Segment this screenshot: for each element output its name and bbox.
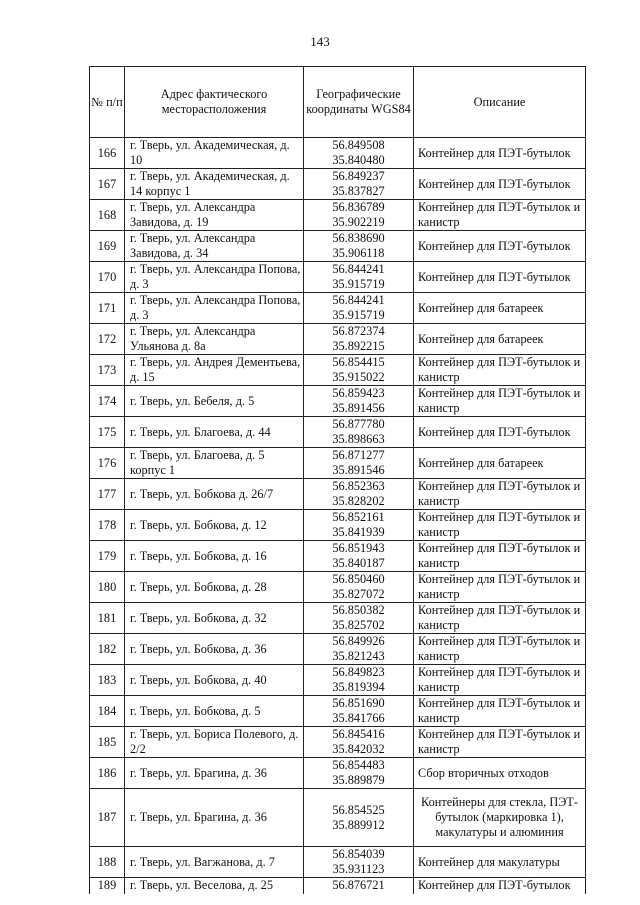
cell-coordinates <box>304 231 414 262</box>
cell-description: Контейнер для ПЭТ-бутылок и канистр <box>414 386 586 417</box>
cell-coordinates <box>304 603 414 634</box>
header-address: Адрес фактического месторасположения <box>125 67 304 138</box>
coord-longitude: 35.931123 <box>332 862 385 876</box>
coord-longitude: 35.821243 <box>332 649 385 663</box>
cell-num: 173 <box>90 355 125 386</box>
coord-latitude: 56.877780 <box>332 417 385 431</box>
cell-description: Контейнер для ПЭТ-бутылок и канистр <box>414 479 586 510</box>
cell-description: Контейнеры для стекла, ПЭТ-бутылок (маркировка 1), макулатуры и алюминия <box>414 789 586 847</box>
cell-address: г. Тверь, ул. Бобкова, д. 40 <box>125 665 304 696</box>
cell-address: г. Тверь, ул. Бобкова д. 26/7 <box>125 479 304 510</box>
cell-coordinates <box>304 293 414 324</box>
table-row <box>90 758 586 789</box>
cell-address: г. Тверь, ул. Брагина, д. 36 <box>125 789 304 847</box>
table-row <box>90 696 586 727</box>
coord-longitude: 35.891456 <box>332 401 385 415</box>
table-row <box>90 727 586 758</box>
coord-latitude: 56.854483 <box>332 758 385 772</box>
cell-coordinates <box>304 758 414 789</box>
coord-latitude: 56.851690 <box>332 696 385 710</box>
cell-num: 172 <box>90 324 125 355</box>
cell-address: г. Тверь, ул. Александра Попова, д. 3 <box>125 262 304 293</box>
cell-address: г. Тверь, ул. Бобкова, д. 16 <box>125 541 304 572</box>
cell-description: Контейнер для ПЭТ-бутылок <box>414 878 586 894</box>
table-row <box>90 231 586 262</box>
coord-longitude: 35.840480 <box>332 153 385 167</box>
cell-coordinates <box>304 572 414 603</box>
cell-num: 176 <box>90 448 125 479</box>
cell-num: 170 <box>90 262 125 293</box>
cell-address: г. Тверь, ул. Благоева, д. 5 корпус 1 <box>125 448 304 479</box>
table-row <box>90 510 586 541</box>
table-header-row <box>90 67 586 138</box>
cell-address: г. Тверь, ул. Александра Попова, д. 3 <box>125 293 304 324</box>
table-row <box>90 634 586 665</box>
table-row <box>90 541 586 572</box>
coord-latitude: 56.849926 <box>332 634 385 648</box>
table-row <box>90 789 586 847</box>
coord-longitude: 35.889879 <box>332 773 385 787</box>
cell-coordinates <box>304 878 414 894</box>
cell-coordinates <box>304 789 414 847</box>
coord-longitude: 35.906118 <box>332 246 385 260</box>
cell-address: г. Тверь, ул. Бобкова, д. 36 <box>125 634 304 665</box>
cell-description: Контейнер для батареек <box>414 293 586 324</box>
recycling-points-table <box>89 66 586 894</box>
coord-latitude: 56.854039 <box>332 847 385 861</box>
cell-address: г. Тверь, ул. Благоева, д. 44 <box>125 417 304 448</box>
cell-description: Контейнер для ПЭТ-бутылок и канистр <box>414 355 586 386</box>
cell-description: Контейнер для ПЭТ-бутылок <box>414 231 586 262</box>
coord-latitude: 56.852363 <box>332 479 385 493</box>
cell-num: 185 <box>90 727 125 758</box>
coord-latitude: 56.836789 <box>332 200 385 214</box>
coord-longitude: 35.819394 <box>332 680 385 694</box>
cell-address: г. Тверь, ул. Бобкова, д. 32 <box>125 603 304 634</box>
table-row <box>90 262 586 293</box>
cell-description: Контейнер для ПЭТ-бутылок и канистр <box>414 200 586 231</box>
coord-longitude: 35.837827 <box>332 184 385 198</box>
cell-address: г. Тверь, ул. Александра Завидова, д. 19 <box>125 200 304 231</box>
coord-latitude: 56.850382 <box>332 603 385 617</box>
cell-num: 188 <box>90 847 125 878</box>
cell-num: 178 <box>90 510 125 541</box>
header-description: Описание <box>414 67 586 138</box>
table-row <box>90 448 586 479</box>
cell-coordinates <box>304 386 414 417</box>
coord-latitude: 56.876721 <box>332 878 385 893</box>
cell-description: Контейнер для ПЭТ-бутылок <box>414 138 586 169</box>
cell-address: г. Тверь, ул. Бобкова, д. 12 <box>125 510 304 541</box>
table-row <box>90 293 586 324</box>
table-row <box>90 200 586 231</box>
cell-address: г. Тверь, ул. Академическая, д. 10 <box>125 138 304 169</box>
cell-num: 179 <box>90 541 125 572</box>
cell-coordinates <box>304 510 414 541</box>
table-row <box>90 169 586 200</box>
cell-coordinates <box>304 665 414 696</box>
table-row <box>90 847 586 878</box>
table-row <box>90 603 586 634</box>
cell-description: Контейнер для ПЭТ-бутылок и канистр <box>414 727 586 758</box>
cell-description: Контейнер для батареек <box>414 448 586 479</box>
table-row <box>90 479 586 510</box>
cell-address: г. Тверь, ул. Александра Завидова, д. 34 <box>125 231 304 262</box>
table-row <box>90 386 586 417</box>
cell-description: Сбор вторичных отходов <box>414 758 586 789</box>
coord-latitude: 56.851943 <box>332 541 385 555</box>
cell-address: г. Тверь, ул. Бебеля, д. 5 <box>125 386 304 417</box>
cell-address: г. Тверь, ул. Бобкова, д. 28 <box>125 572 304 603</box>
cell-num: 171 <box>90 293 125 324</box>
coord-longitude: 35.840187 <box>332 556 385 570</box>
cell-description: Контейнер для ПЭТ-бутылок <box>414 169 586 200</box>
cell-coordinates <box>304 324 414 355</box>
cell-num: 189 <box>90 878 125 894</box>
cell-description: Контейнер для батареек <box>414 324 586 355</box>
cell-coordinates <box>304 479 414 510</box>
cell-num: 183 <box>90 665 125 696</box>
coord-longitude: 35.841939 <box>332 525 385 539</box>
cell-description: Контейнер для ПЭТ-бутылок и канистр <box>414 696 586 727</box>
coord-latitude: 56.872374 <box>332 324 385 338</box>
cell-num: 166 <box>90 138 125 169</box>
coord-latitude: 56.845416 <box>332 727 385 741</box>
table-row <box>90 665 586 696</box>
coord-longitude: 35.842032 <box>332 742 385 756</box>
cell-coordinates <box>304 262 414 293</box>
table-body <box>90 138 586 894</box>
cell-num: 175 <box>90 417 125 448</box>
coord-latitude: 56.871277 <box>332 448 385 462</box>
table-row <box>90 572 586 603</box>
coord-latitude: 56.854415 <box>332 355 385 369</box>
header-coords: Географические координаты WGS84 <box>304 67 414 138</box>
coord-latitude: 56.849237 <box>332 169 385 183</box>
coord-latitude: 56.859423 <box>332 386 385 400</box>
cell-description: Контейнер для ПЭТ-бутылок и канистр <box>414 541 586 572</box>
coord-latitude: 56.844241 <box>332 262 385 276</box>
cell-address: г. Тверь, ул. Академическая, д. 14 корпус 1 <box>125 169 304 200</box>
cell-address: г. Тверь, ул. Брагина, д. 36 <box>125 758 304 789</box>
cell-num: 174 <box>90 386 125 417</box>
cell-num: 182 <box>90 634 125 665</box>
cell-address: г. Тверь, ул. Бобкова, д. 5 <box>125 696 304 727</box>
coord-longitude: 35.892215 <box>332 339 385 353</box>
coord-longitude: 35.828202 <box>332 494 385 508</box>
cell-num: 186 <box>90 758 125 789</box>
cell-coordinates <box>304 541 414 572</box>
table-row <box>90 878 586 894</box>
cell-num: 168 <box>90 200 125 231</box>
table-row <box>90 417 586 448</box>
coord-latitude: 56.850460 <box>332 572 385 586</box>
coord-longitude: 35.889912 <box>332 817 385 832</box>
coord-latitude: 56.849508 <box>332 138 385 152</box>
cell-num: 177 <box>90 479 125 510</box>
cell-description: Контейнер для ПЭТ-бутылок и канистр <box>414 665 586 696</box>
coord-longitude: 35.841766 <box>332 711 385 725</box>
cell-address: г. Тверь, ул. Андрея Дементьева, д. 15 <box>125 355 304 386</box>
coord-latitude: 56.852161 <box>332 510 385 524</box>
coord-longitude: 35.915719 <box>332 308 385 322</box>
table-row <box>90 138 586 169</box>
table-row <box>90 355 586 386</box>
cell-num: 184 <box>90 696 125 727</box>
cell-description: Контейнер для ПЭТ-бутылок и канистр <box>414 603 586 634</box>
cell-description: Контейнер для макулатуры <box>414 847 586 878</box>
coord-longitude: 35.891546 <box>332 463 385 477</box>
coord-latitude: 56.849823 <box>332 665 385 679</box>
coord-latitude: 56.844241 <box>332 293 385 307</box>
cell-description: Контейнер для ПЭТ-бутылок <box>414 417 586 448</box>
cell-address: г. Тверь, ул. Александра Ульянова д. 8а <box>125 324 304 355</box>
cell-num: 187 <box>90 789 125 847</box>
coord-longitude: 35.827072 <box>332 587 385 601</box>
cell-coordinates <box>304 847 414 878</box>
cell-description: Контейнер для ПЭТ-бутылок и канистр <box>414 572 586 603</box>
cell-address: г. Тверь, ул. Бориса Полевого, д. 2/2 <box>125 727 304 758</box>
cell-description: Контейнер для ПЭТ-бутылок и канистр <box>414 510 586 541</box>
table-row <box>90 324 586 355</box>
page-number: 143 <box>310 34 330 49</box>
cell-description: Контейнер для ПЭТ-бутылок и канистр <box>414 634 586 665</box>
cell-coordinates <box>304 417 414 448</box>
cell-coordinates <box>304 448 414 479</box>
coord-longitude: 35.915719 <box>332 277 385 291</box>
cell-coordinates <box>304 200 414 231</box>
coord-latitude: 56.838690 <box>332 231 385 245</box>
coord-longitude: 35.902219 <box>332 215 385 229</box>
coord-longitude: 35.915022 <box>332 370 385 384</box>
header-num: № п/п <box>90 67 125 138</box>
cell-num: 180 <box>90 572 125 603</box>
coord-longitude: 35.898663 <box>332 432 385 446</box>
cell-num: 167 <box>90 169 125 200</box>
cell-coordinates <box>304 169 414 200</box>
coord-latitude: 56.854525 <box>332 802 385 817</box>
cell-num: 169 <box>90 231 125 262</box>
cell-description: Контейнер для ПЭТ-бутылок <box>414 262 586 293</box>
cell-address: г. Тверь, ул. Вагжанова, д. 7 <box>125 847 304 878</box>
cell-coordinates <box>304 355 414 386</box>
coord-longitude: 35.825702 <box>332 618 385 632</box>
cell-address: г. Тверь, ул. Веселова, д. 25 <box>125 878 304 894</box>
cell-coordinates <box>304 696 414 727</box>
cell-num: 181 <box>90 603 125 634</box>
cell-coordinates <box>304 138 414 169</box>
cell-coordinates <box>304 727 414 758</box>
cell-coordinates <box>304 634 414 665</box>
